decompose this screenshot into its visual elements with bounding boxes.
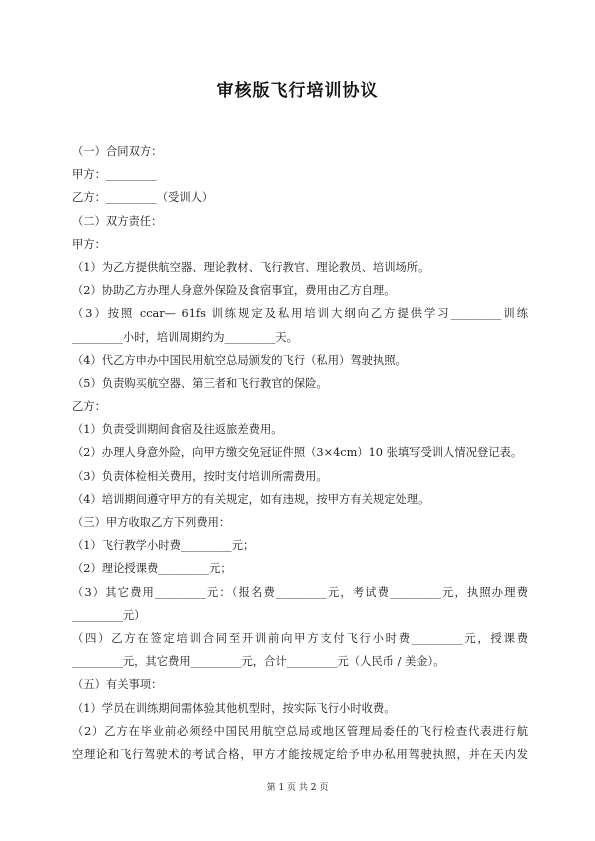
paragraph-line: _________元，其它费用_________元，合计_________元（人民币 / 美金）。 — [72, 655, 445, 669]
paragraph-line: （三）甲方收取乙方下列费用： — [72, 516, 231, 529]
paragraph-line: （5）负责购买航空器、第三者和飞行教官的保险。 — [72, 376, 328, 390]
paragraph-line: （一）合同双方： — [72, 145, 163, 158]
paragraph-line: （1）学员在训练期间需体验其他机型时，按实际飞行小时收费。 — [72, 701, 396, 715]
paragraph-line: （2）乙方在毕业前必须经中国民用航空总局或地区管理局委任的飞行检查代表进行航 — [72, 724, 528, 738]
paragraph-line: （3）负责体检相关费用，按时支付培训所需费用。 — [72, 469, 328, 483]
paragraph-line: （五）有关事项： — [72, 678, 163, 692]
paragraph-line: （2）协助乙方办理人身意外保险及食宿事宜，费用由乙方自理。 — [72, 284, 396, 298]
paragraph-line: （3）其它费用_________元：（报名费_________元，考试费_________元，执照办理费 — [72, 585, 528, 599]
paragraph-line: （1）负责受训期间食宿及往返旅差费用。 — [72, 423, 283, 437]
paragraph-line: （4）代乙方申办中国民用航空总局颁发的飞行（私用）驾驶执照。 — [72, 353, 407, 367]
paragraph-line: 空理论和飞行驾驶术的考试合格，甲方才能按规定给予申办私用驾驶执照，并在天内发 — [72, 747, 528, 761]
paragraph-line: _________元） — [72, 608, 146, 622]
paragraph-line: 甲方： — [72, 237, 106, 251]
paragraph-line: （1）为乙方提供航空器、理论教材、飞行教官、理论教员、培训场所。 — [72, 260, 430, 274]
page-footer: 第 1 页 共 2 页 — [266, 783, 329, 793]
paragraph-line: （2）理论授课费_________元； — [72, 562, 232, 576]
paragraph-line: （四）乙方在签定培训合同至开训前向甲方支付飞行小时费_________元，授课费 — [72, 631, 528, 645]
paragraph-line: （2）办理人身意外险，向甲方缴交免冠证件照（3×4cm）10 张填写受训人情况登记表。 — [72, 446, 523, 460]
paragraph-line: （3）按照 ccar— 61fs 训练规定及私用培训大纲向乙方提供学习_________训练 — [72, 307, 528, 321]
paragraph-line: （二）双方责任： — [72, 214, 163, 228]
paragraph-line: （1）飞行教学小时费_________元； — [72, 539, 255, 553]
document-body — [72, 140, 528, 766]
paragraph-line: （4）培训期间遵守甲方的有关规定，如有违规，按甲方有关规定处理。 — [72, 492, 430, 506]
paragraph-line: 乙方： — [72, 400, 106, 414]
document-title: 审核版飞行培训协议 — [216, 81, 379, 101]
paragraph-line: _________小时，培训周期约为_________天。 — [72, 330, 298, 344]
paragraph-line: 乙方：_________（受训人） — [72, 191, 214, 205]
paragraph-line: 甲方：_________ — [72, 168, 157, 182]
